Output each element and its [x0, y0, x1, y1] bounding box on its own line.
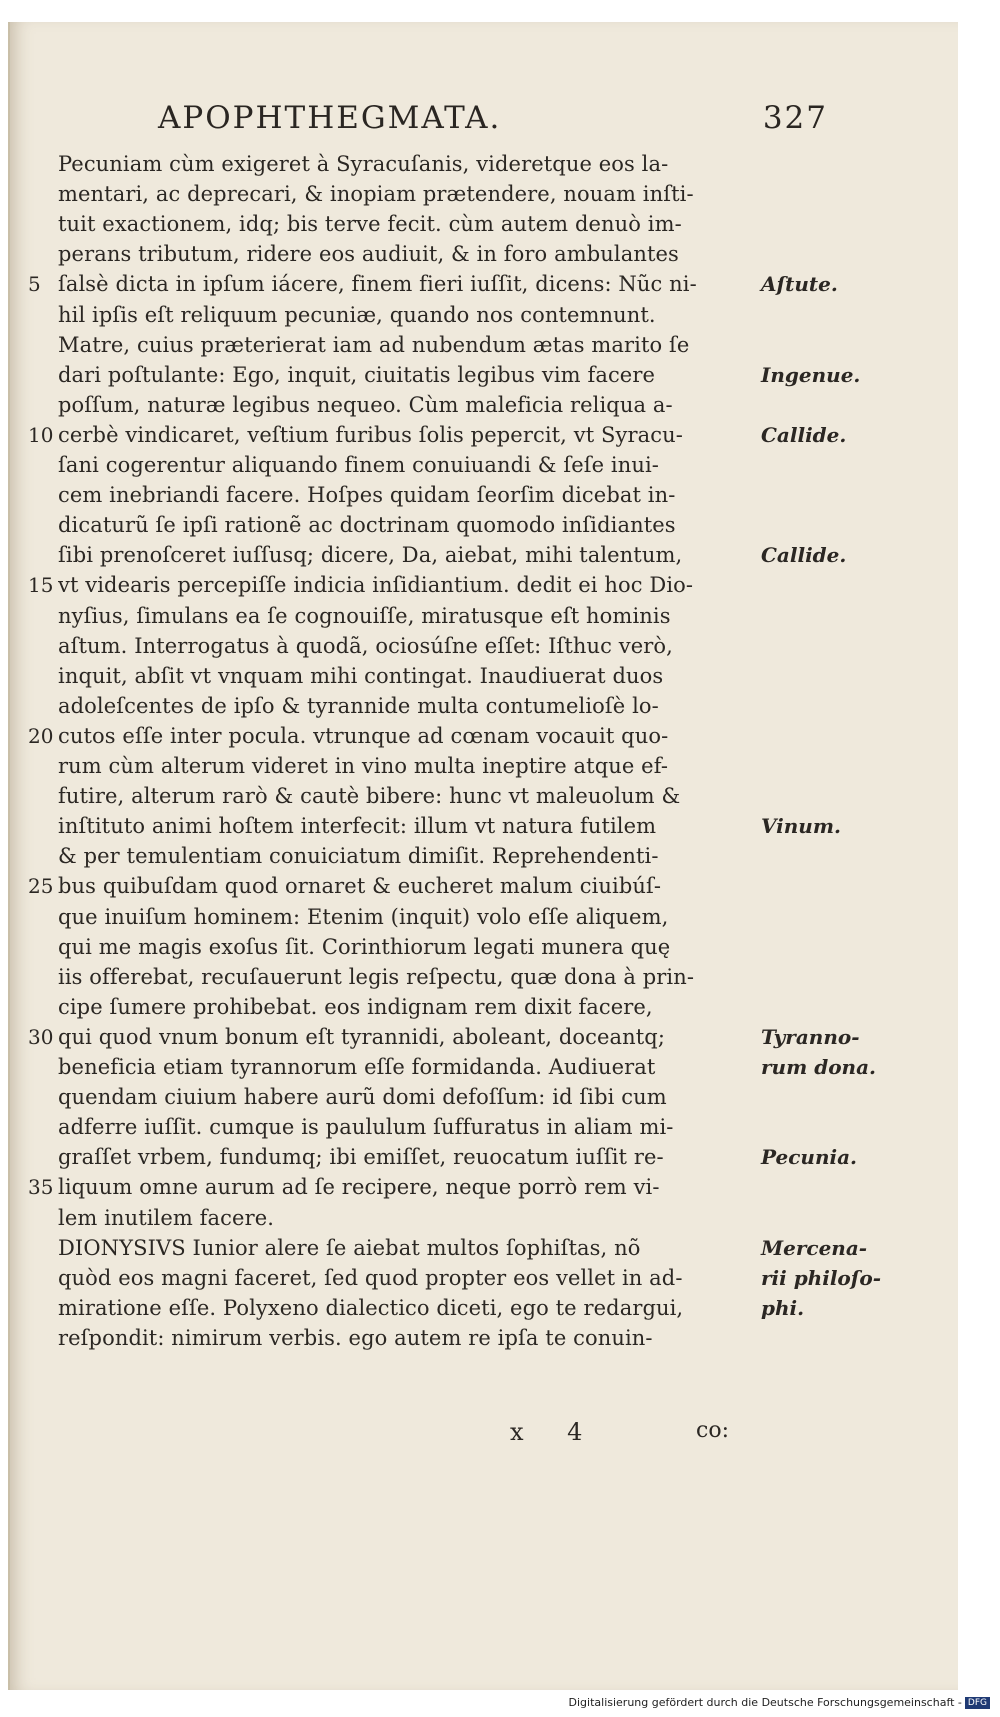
line-text: adoleſcentes de ipſo & tyrannide multa contumelioſè lo- — [58, 693, 659, 718]
text-line — [28, 754, 958, 784]
line-text: ſalsè dicta in ipſum iácere, finem fieri iuſſit, dicens: Nũc ni- — [58, 272, 697, 297]
line-number: 20 — [28, 723, 54, 748]
text-line — [28, 874, 958, 904]
marginal-note: Callide. — [761, 422, 847, 447]
text-line — [28, 1025, 958, 1055]
line-text: mentari, ac deprecari, & inopiam prætendere, nouam inſti- — [58, 182, 694, 207]
signature-mark: x 4 — [510, 1418, 601, 1446]
line-text: poſſum, naturæ legibus nequeo. Cùm maleficia reliqua a- — [58, 392, 673, 417]
text-line — [28, 1326, 958, 1356]
text-line — [28, 1236, 958, 1266]
line-text: beneficia etiam tyrannorum eſſe formidanda. Audiuerat — [58, 1055, 656, 1079]
line-text: perans tributum, ridere eos audiuit, & in foro ambulantes — [58, 242, 679, 267]
marginal-note: rii philoſo- — [761, 1265, 881, 1290]
marginal-note: Pecunia. — [761, 1145, 858, 1170]
text-line — [28, 724, 958, 754]
text-line — [28, 1206, 958, 1236]
digitization-credit — [569, 1696, 990, 1709]
text-line — [28, 543, 958, 573]
line-text: adferre iuſſit. cumque is paululum ſuffuratus in aliam mi- — [58, 1115, 674, 1140]
line-text: reſpondit: nimirum verbis. ego autem re ipſa te conuin- — [58, 1325, 653, 1350]
line-text: graſſet vrbem, fundumq; ibi emiſſet, reuocatum iuſſit re- — [58, 1145, 664, 1170]
text-line — [28, 242, 958, 272]
text-line — [28, 513, 958, 543]
running-title: APOPHTHEGMATA. — [158, 100, 502, 136]
text-line — [28, 212, 958, 242]
text-line — [28, 1115, 958, 1145]
line-number: 35 — [28, 1175, 54, 1200]
line-text: inquit, abſit vt vnquam mihi contingat. Inaudiuerat duos — [58, 663, 664, 688]
line-text: DIONYSIVS Iunior alere ſe aiebat multos ſophiſtas, nõ — [58, 1235, 641, 1260]
text-line — [28, 965, 958, 995]
text-line — [28, 664, 958, 694]
marginal-note: Ingenue. — [761, 362, 861, 387]
text-line — [28, 604, 958, 634]
text-line — [28, 1175, 958, 1205]
marginal-note: Callide. — [761, 543, 847, 568]
text-line — [28, 393, 958, 423]
text-line — [28, 333, 958, 363]
text-line — [28, 634, 958, 664]
text-line — [28, 483, 958, 513]
text-line — [28, 1266, 958, 1296]
line-text: liquum omne aurum ad ſe recipere, neque porrò rem vi- — [58, 1175, 660, 1200]
line-text: rum cùm alterum videret in vino multa ineptire atque ef- — [58, 754, 669, 778]
line-text: hil ipſis eſt reliquum pecuniæ, quando nos contemnunt. — [58, 302, 656, 327]
line-text: ſibi prenoſceret iuſſusq; dicere, Da, aiebat, mihi talentum, — [58, 543, 683, 568]
line-text: cerbè vindicaret, veſtium furibus ſolis pepercit, vt Syracu- — [58, 422, 683, 447]
line-text: aſtum. Interrogatus à quodã, ociosúſne eſſet: Iſthuc verò, — [58, 633, 673, 658]
line-text: Matre, cuius præterierat iam ad nubendum ætas marito ſe — [58, 332, 690, 357]
marginal-note: rum dona. — [761, 1055, 876, 1079]
credit-text: Digitalisierung gefördert durch die Deutsche Forschungsgemeinschaft - — [568, 1696, 962, 1709]
line-text: qui me magis exoſus ſit. Corinthiorum legati munera quę — [58, 934, 671, 959]
line-text: que inuiſum hominem: Etenim (inquit) volo eſſe aliquem, — [58, 904, 669, 929]
text-line — [28, 694, 958, 724]
line-text: quendam ciuium habere aurũ domi defoſſum: id ſibi cum — [58, 1085, 667, 1110]
page-number: 327 — [762, 100, 828, 136]
catchword: co: — [696, 1418, 729, 1443]
text-line — [28, 182, 958, 212]
line-text: futire, alterum rarò & cautè bibere: hunc vt maleuolum & — [58, 784, 681, 809]
text-line — [28, 905, 958, 935]
line-text: cutos eſſe inter pocula. vtrunque ad cœnam vocauit quo- — [58, 723, 669, 748]
line-text: lem inutilem facere. — [58, 1205, 275, 1230]
text-line — [28, 363, 958, 393]
line-text: cipe ſumere prohibebat. eos indignam rem dixit facere, — [58, 994, 653, 1019]
text-line — [28, 303, 958, 333]
line-text: inſtituto animi hoſtem interfecit: illum vt natura futilem — [58, 814, 657, 839]
line-text: qui quod vnum bonum eſt tyrannidi, aboleant, doceantq; — [58, 1024, 666, 1049]
text-line — [28, 995, 958, 1025]
running-header — [158, 100, 828, 144]
line-text: dicaturũ ſe ipſi rationẽ ac doctrinam quomodo inſidiantes — [58, 513, 676, 538]
text-line — [28, 423, 958, 453]
text-line — [28, 1085, 958, 1115]
text-line — [28, 1145, 958, 1175]
line-text: bus quibuſdam quod ornaret & eucheret malum ciuibúſ- — [58, 874, 662, 899]
line-text: quòd eos magni faceret, ſed quod propter eos vellet in ad- — [58, 1265, 683, 1290]
marginal-note: Vinum. — [761, 814, 841, 839]
line-number: 25 — [28, 874, 54, 899]
text-line — [28, 844, 958, 874]
line-text: Pecuniam cùm exigeret à Syracuſanis, videretque eos la- — [58, 152, 669, 176]
line-text: tuit exactionem, idq; bis terve fecit. cùm autem denuò im- — [58, 212, 682, 237]
line-text: & per temulentiam conuiciatum dimiſit. Reprehendenti- — [58, 844, 659, 869]
text-line — [28, 784, 958, 814]
book-page — [8, 22, 958, 1690]
line-text: nyſius, ſimulans ea ſe cognouiſſe, miratusque eſt hominis — [58, 603, 671, 628]
line-number: 15 — [28, 573, 54, 598]
marginal-note: Tyranno- — [761, 1024, 860, 1049]
line-number: 30 — [28, 1024, 54, 1049]
text-line — [28, 152, 958, 182]
dfg-logo-icon: DFG — [965, 1697, 990, 1709]
line-text: miratione eſſe. Polyxeno dialectico diceti, ego te redargui, — [58, 1295, 684, 1320]
text-line — [28, 573, 958, 603]
marginal-note: Aſtute. — [761, 272, 838, 297]
line-text: cem inebriandi facere. Hoſpes quidam ſeorſim dicebat in- — [58, 483, 676, 508]
line-text: iis offerebat, recuſauerunt legis reſpectu, quæ dona à prin- — [58, 964, 695, 989]
line-text: vt videaris percepiſſe indicia inſidiantium. dedit ei hoc Dio- — [58, 573, 694, 598]
line-text: ſani cogerentur aliquando finem conuiuandi & ſeſe inui- — [58, 453, 660, 477]
marginal-note: phi. — [761, 1295, 805, 1320]
line-text: dari poſtulante: Ego, inquit, ciuitatis legibus vim facere — [58, 362, 655, 387]
text-line — [28, 1055, 958, 1085]
line-number: 10 — [28, 422, 54, 447]
text-line — [28, 453, 958, 483]
text-line — [28, 935, 958, 965]
text-line — [28, 814, 958, 844]
line-number: 5 — [28, 272, 41, 297]
marginal-note: Mercena- — [761, 1235, 868, 1260]
text-line — [28, 272, 958, 302]
text-line — [28, 1296, 958, 1326]
